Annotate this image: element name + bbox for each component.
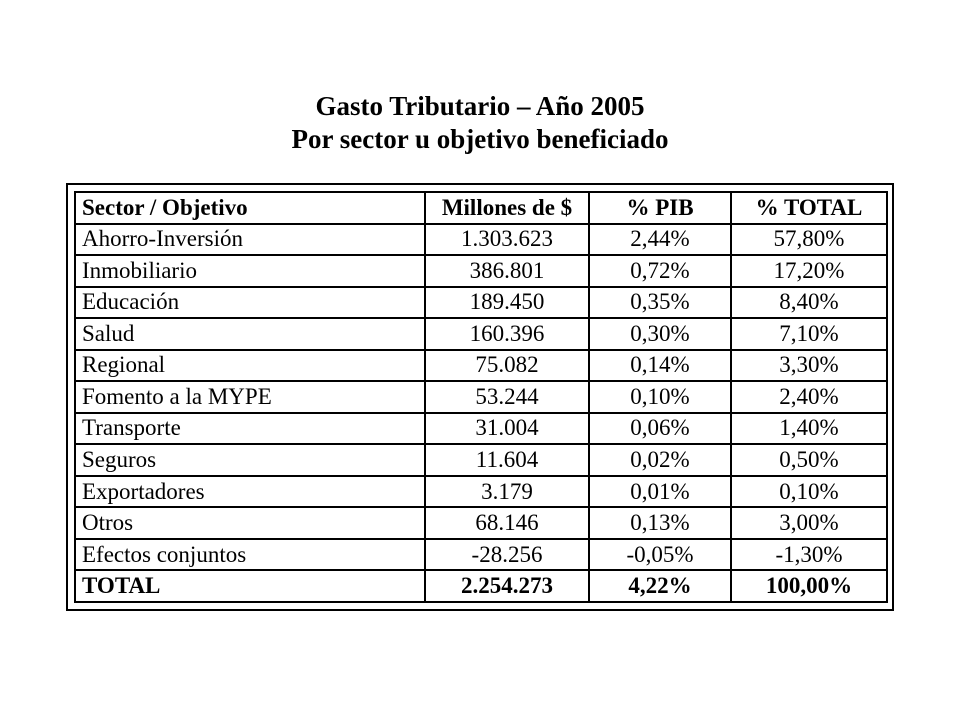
cell-pib: 0,01% (589, 476, 731, 508)
cell-sector: Otros (75, 507, 425, 539)
cell-total: 17,20% (731, 255, 887, 287)
cell-pib: 0,35% (589, 287, 731, 319)
cell-millones: 68.146 (425, 507, 589, 539)
table-total-row (75, 570, 887, 602)
cell-total: 1,40% (731, 413, 887, 445)
cell-millones: 1.303.623 (425, 224, 589, 256)
cell-millones: 31.004 (425, 413, 589, 445)
table-row (75, 318, 887, 350)
table-row (75, 381, 887, 413)
cell-total: -1,30% (731, 539, 887, 571)
cell-millones: 53.244 (425, 381, 589, 413)
header-millones: Millones de $ (425, 192, 589, 224)
cell-pib: 0,10% (589, 381, 731, 413)
header-pib: % PIB (589, 192, 731, 224)
cell-total: 3,00% (731, 507, 887, 539)
cell-millones: 3.179 (425, 476, 589, 508)
table-row (75, 413, 887, 445)
cell-pib: 2,44% (589, 224, 731, 256)
cell-pib: 0,72% (589, 255, 731, 287)
table-row (75, 444, 887, 476)
cell-pib: 0,02% (589, 444, 731, 476)
table-frame (66, 183, 894, 611)
total-label: TOTAL (75, 570, 425, 602)
table-header-row (75, 192, 887, 224)
cell-sector: Salud (75, 318, 425, 350)
cell-pib: 0,06% (589, 413, 731, 445)
cell-sector: Exportadores (75, 476, 425, 508)
cell-sector: Inmobiliario (75, 255, 425, 287)
cell-pib: 0,30% (589, 318, 731, 350)
cell-sector: Transporte (75, 413, 425, 445)
total-percent: 100,00% (731, 570, 887, 602)
cell-sector: Regional (75, 350, 425, 382)
cell-millones: 189.450 (425, 287, 589, 319)
cell-total: 0,10% (731, 476, 887, 508)
table-row (75, 255, 887, 287)
cell-pib: 0,14% (589, 350, 731, 382)
table-row (75, 539, 887, 571)
page-title (0, 90, 960, 156)
cell-total: 3,30% (731, 350, 887, 382)
cell-total: 7,10% (731, 318, 887, 350)
cell-total: 0,50% (731, 444, 887, 476)
table-row (75, 507, 887, 539)
total-millones: 2.254.273 (425, 570, 589, 602)
table-row (75, 350, 887, 382)
cell-pib: 0,13% (589, 507, 731, 539)
cell-millones: 160.396 (425, 318, 589, 350)
cell-total: 8,40% (731, 287, 887, 319)
cell-sector: Efectos conjuntos (75, 539, 425, 571)
table-row (75, 224, 887, 256)
cell-sector: Seguros (75, 444, 425, 476)
cell-millones: -28.256 (425, 539, 589, 571)
cell-total: 2,40% (731, 381, 887, 413)
cell-millones: 386.801 (425, 255, 589, 287)
header-total: % TOTAL (731, 192, 887, 224)
title-line-1: Gasto Tributario – Año 2005 (315, 91, 645, 121)
cell-sector: Fomento a la MYPE (75, 381, 425, 413)
cell-sector: Educación (75, 287, 425, 319)
total-pib: 4,22% (589, 570, 731, 602)
table-row (75, 287, 887, 319)
title-line-2: Por sector u objetivo beneficiado (291, 124, 669, 154)
table-row (75, 476, 887, 508)
cell-millones: 75.082 (425, 350, 589, 382)
cell-pib: -0,05% (589, 539, 731, 571)
cell-millones: 11.604 (425, 444, 589, 476)
cell-sector: Ahorro-Inversión (75, 224, 425, 256)
tax-expenditure-table (74, 191, 888, 603)
header-sector: Sector / Objetivo (75, 192, 425, 224)
cell-total: 57,80% (731, 224, 887, 256)
